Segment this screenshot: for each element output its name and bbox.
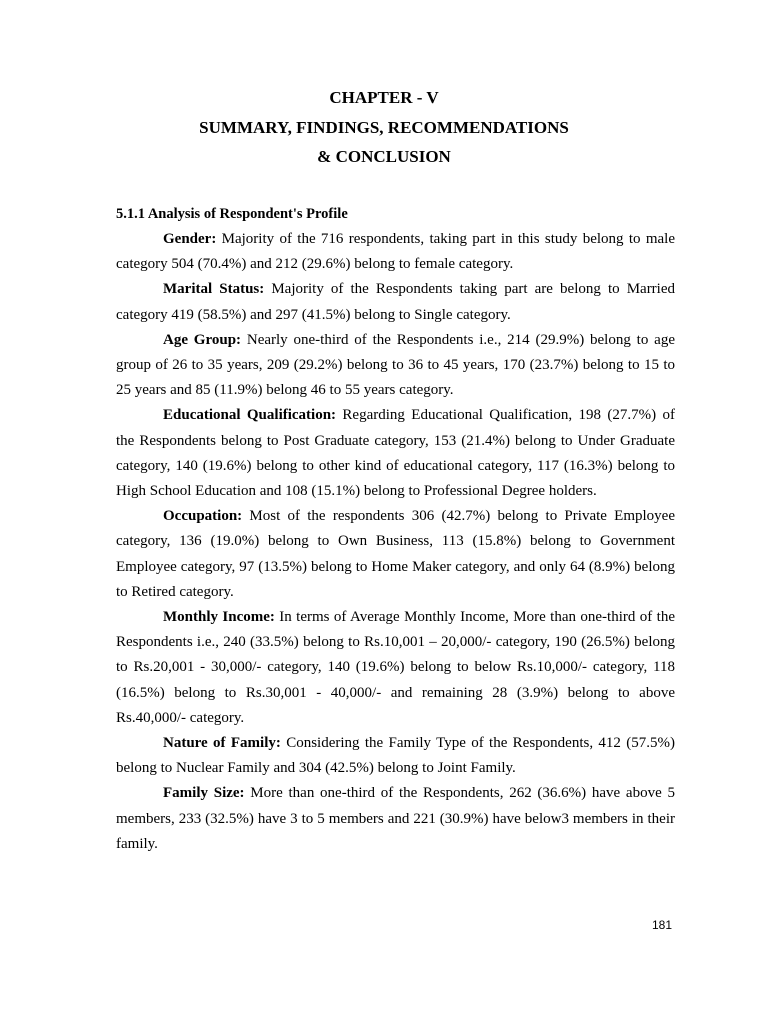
paragraph-label: Marital Status: xyxy=(163,281,265,298)
body-text xyxy=(116,227,675,857)
paragraph-label: Occupation: xyxy=(163,508,243,525)
section-heading: 5.1.1 Analysis of Respondent's Profile xyxy=(116,206,348,222)
paragraph-label: Family Size: xyxy=(163,785,245,802)
paragraph-text: Nearly one-third of the Respondents i.e., 214 (29.9%) belong to age group of 26 to 35 years, 209 (29.2%) belong to 36 to 45 years, 170 (23.7%) belong to 15 to 25 years and 85 (11.9%) belong 46 to 55 years category. xyxy=(116,331,675,399)
paragraph-label: Nature of Family: xyxy=(163,735,281,752)
paragraph-label: Gender: xyxy=(163,231,217,247)
paragraph-label: Educational Qualification: xyxy=(163,407,337,424)
paragraph-label: Age Group: xyxy=(163,331,242,348)
paragraph-monthly-income xyxy=(116,605,675,731)
paragraph-marital-status xyxy=(116,277,675,327)
paragraph-age-group xyxy=(116,328,675,404)
chapter-title-line-2: & CONCLUSION xyxy=(317,147,451,166)
paragraph-text: Majority of the 716 respondents, taking part in this study belong to male category 504 (70.4%) and 212 (29.6%) belong to female category. xyxy=(116,231,675,273)
paragraph-text: Regarding Educational Qualification, 198 (27.7%) of the Respondents belong to Post Graduate category, 153 (21.4%) belong to Under Graduate category, 140 (19.6%) belong to other kind of educational category, 117 (16.3%) belong to High School Education and 108 (15.1%) belong to Professional Degree holders. xyxy=(116,407,675,500)
paragraph-text: Considering the Family Type of the Respondents, 412 (57.5%) belong to Nuclear Family and 304 (42.5%) belong to Joint Family. xyxy=(116,735,675,777)
chapter-number: CHAPTER - V xyxy=(329,88,439,107)
paragraph-occupation xyxy=(116,504,675,605)
paragraph-text: Majority of the Respondents taking part are belong to Married category 419 (58.5%) and 297 (41.5%) belong to Single category. xyxy=(116,281,676,323)
page-number: 181 xyxy=(652,918,673,932)
paragraph-family-size xyxy=(116,781,675,857)
chapter-title-line-1: SUMMARY, FINDINGS, RECOMMENDATIONS xyxy=(199,118,569,137)
paragraph-text: Most of the respondents 306 (42.7%) belong to Private Employee category, 136 (19.0%) belong to Own Business, 113 (15.8%) belong to Government Employee category, 97 (13.5%) belong to Home Maker category, and only 64 (8.9%) belong to Retired category. xyxy=(116,508,675,600)
paragraph-educational-qualification xyxy=(116,403,675,504)
paragraph-label: Monthly Income: xyxy=(163,609,275,626)
paragraph-text: In terms of Average Monthly Income, More than one-third of the Respondents i.e., 240 (33.5%) belong to Rs.10,001 – 20,000/- category, 190 (26.5%) belong to Rs.20,001 - 30,000/- category, 140 (19.6%) belong to below Rs.10,000/- category, 118 (16.5%) belong to Rs.30,001 - 40,000/- and remaining 28 (3.9%) belong to above Rs.40,000/- category. xyxy=(116,609,675,726)
paragraph-text: More than one-third of the Respondents, 262 (36.6%) have above 5 members, 233 (32.5%) have 3 to 5 members and 221 (30.9%) have below3 members in their family. xyxy=(116,785,675,852)
paragraph-gender xyxy=(116,227,675,277)
paragraph-nature-of-family xyxy=(116,731,675,781)
